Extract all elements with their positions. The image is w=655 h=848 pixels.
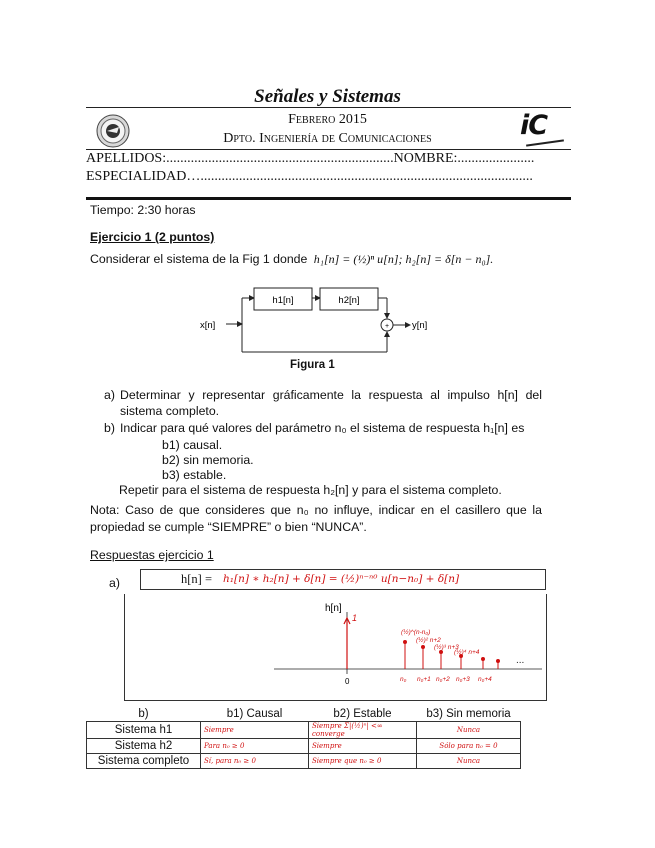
- hn-stem-plot: [124, 594, 547, 701]
- plot-ellipsis: ...: [516, 655, 525, 666]
- item-a-text: Determinar y representar gráficamente la respuesta al impulso h[n] del sistema completo.: [120, 388, 542, 418]
- logo-ic: iC: [520, 110, 548, 141]
- title-rule: [86, 107, 571, 108]
- adder-symbol: +: [384, 323, 390, 330]
- hn-answer-box: [140, 569, 546, 590]
- stem-annotation-4: (½)⁴ n+4: [454, 649, 480, 656]
- header-estable: b2) Estable: [309, 707, 417, 722]
- item-b3: b3) estable.: [162, 468, 227, 482]
- system-definition: h₁[n] = (½)ⁿ u[n]; h₂[n] = δ[n − n₀].: [313, 252, 494, 266]
- plot-y-label: h[n]: [325, 603, 342, 614]
- x-annotation-5: n₀+4: [478, 676, 492, 683]
- exercise-intro: [90, 252, 493, 267]
- cell-memoria: Nunca: [417, 754, 521, 769]
- table-row: [87, 739, 521, 754]
- row-name: Sistema h2: [87, 739, 201, 754]
- block1-label: h1[n]: [272, 295, 294, 306]
- table-header-row: [87, 707, 521, 722]
- row-name: Sistema completo: [87, 754, 201, 769]
- figure-caption: Figura 1: [290, 359, 335, 371]
- x-annotation-1: n₀: [400, 676, 407, 683]
- x-annotation-2: n₀+1: [417, 676, 431, 683]
- item-b2: b2) sin memoria.: [162, 453, 254, 467]
- figure-1-diagram: [190, 280, 460, 360]
- x-annotation-4: n₀+3: [456, 676, 470, 683]
- header-thick-rule: [86, 197, 571, 200]
- stem-annotation-3: (½)³ n+3: [434, 644, 459, 651]
- item-b1: b1) causal.: [162, 438, 223, 452]
- table-row: [87, 754, 521, 769]
- answer-a-label: a): [109, 576, 120, 590]
- cell-causal: Sí, para n₀ ≥ 0: [201, 754, 309, 769]
- table-row: [87, 722, 521, 739]
- item-a-label: a): [104, 388, 115, 402]
- repeat-instruction: Repetir para el sistema de respuesta h₂[n] y para el sistema completo.: [119, 483, 502, 497]
- cell-memoria: Sólo para n₀ = 0: [417, 739, 521, 754]
- document-title: Señales y Sistemas: [254, 86, 401, 107]
- exam-date: Febrero 2015: [288, 112, 367, 127]
- properties-table: [86, 707, 521, 769]
- cell-estable: Siempre: [309, 739, 417, 754]
- cell-causal: Siempre: [201, 722, 309, 739]
- header-causal: b1) Causal: [201, 707, 309, 722]
- item-b-text: Indicar para qué valores del parámetro n₀ el sistema de respuesta h₁[n] es: [120, 421, 525, 435]
- table-b-label: b): [87, 707, 201, 722]
- item-b-label: b): [104, 421, 115, 435]
- x-annotation-3: n₀+2: [436, 676, 450, 683]
- especialidad-field: ESPECIALIDAD…...............................................................................................: [86, 169, 533, 184]
- cell-memoria: Nunca: [417, 722, 521, 739]
- block2-label: h2[n]: [338, 295, 360, 306]
- exercise-heading: Ejercicio 1 (2 puntos): [90, 230, 215, 244]
- row-name: Sistema h1: [87, 722, 201, 739]
- stem-annotation-2: (½)² n+2: [416, 637, 441, 644]
- time-limit: Tiempo: 2:30 horas: [90, 203, 196, 217]
- output-label: y[n]: [412, 320, 428, 331]
- stem-annotation-1: (½)^(n-n₀): [401, 629, 431, 636]
- hn-handwritten-answer: h₁[n] ∗ h₂[n] + δ[n] = (½)ⁿ⁻ⁿ⁰ u[n−n₀] + δ[n]: [223, 573, 460, 585]
- delta-value: 1: [352, 613, 358, 623]
- answers-heading: Respuestas ejercicio 1: [90, 548, 214, 562]
- header-sin-memoria: b3) Sin memoria: [417, 707, 521, 722]
- department: Dpto. Ingeniería de Comunicaciones: [223, 131, 432, 146]
- hn-label: h[n] =: [181, 572, 212, 586]
- apellidos-nombre-field: APELLIDOS:.................................................................NOMBRE:......................: [86, 151, 535, 166]
- intro-text: Considerar el sistema de la Fig 1 donde: [90, 252, 308, 266]
- header-rule: [86, 149, 571, 150]
- plot-origin: 0: [345, 677, 350, 686]
- cell-estable: Siempre que n₀ ≥ 0: [309, 754, 417, 769]
- cell-estable: Siempre Σ|(½)ⁿ| <∞ converge: [309, 722, 417, 739]
- cell-causal: Para n₀ ≥ 0: [201, 739, 309, 754]
- note: Nota: Caso de que consideres que n₀ no influye, indicar en el casillero que la propiedad se cumple “SIEMPRE” o bien “NUNCA”.: [90, 503, 542, 534]
- input-label: x[n]: [200, 320, 216, 331]
